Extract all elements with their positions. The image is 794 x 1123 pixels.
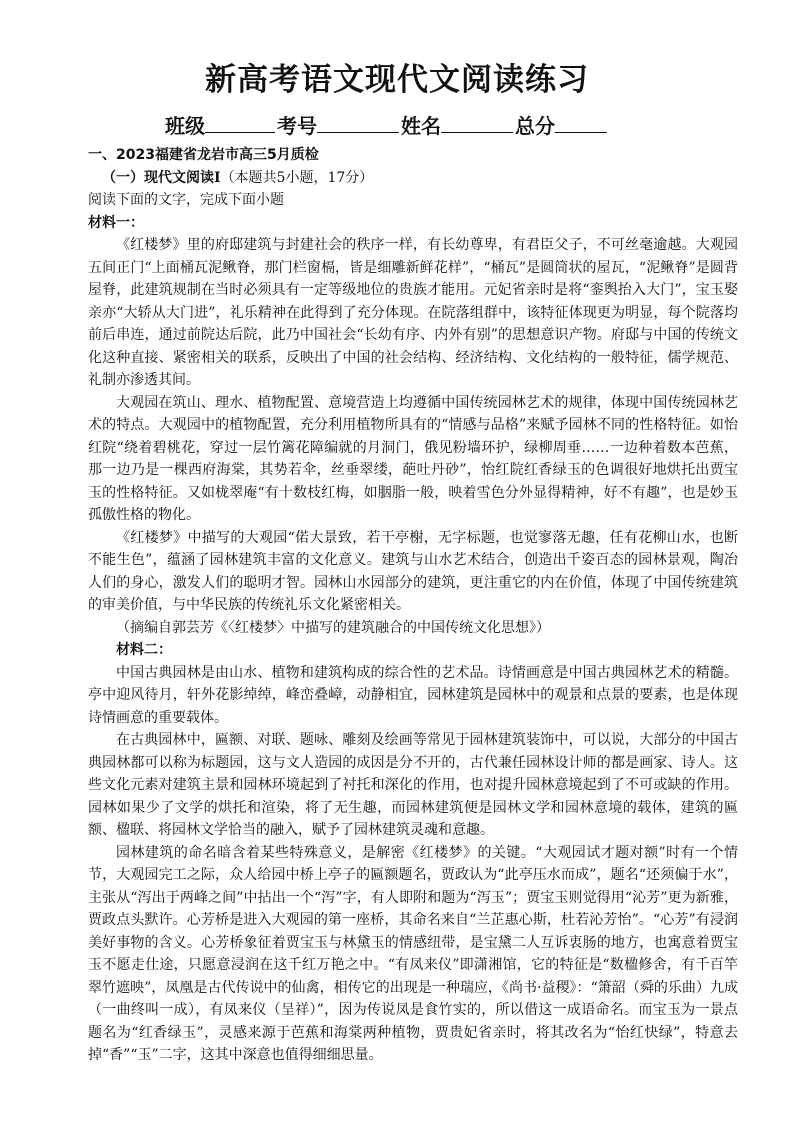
total-score-label: 总分 xyxy=(515,114,555,138)
total-score-blank[interactable] xyxy=(555,110,607,133)
sub-heading-note: （本题共5小题，17分） xyxy=(220,169,374,186)
material1-paragraph: 大观园在筑山、理水、植物配置、意境营造上均遵循中国传统园林艺术的规律，体现中国传统园林艺术的特点。大观园中的植物配置，充分利用植物所具有的“情感与品格”来赋予园林不同的性格特征。如怡红院“绕着碧桃花，穿过一层竹篱花障编就的月洞门，俄见粉墙环护，绿柳周垂……一边种着数本芭蕉，那一边乃是一棵西府海棠，其势若伞，丝垂翠缕，葩吐丹砂”，怡红院红香绿玉的色调很好地烘托出贾宝玉的性格特征。又如栊翠庵“有十数枝红梅，如胭脂一般，映着雪色分外显得精神，好不有趣”，也是妙玉孤傲性格的物化。 xyxy=(88,394,738,523)
material2-paragraph: 园林建筑的命名暗含着某些特殊意义，是解密《红楼梦》的关键。“大观园试才题对额”时有一个情节，大观园完工之际，众人给园中桥上亭子的匾额题名，贾政认为“此亭压水而成”，题名“还须偏于水”，主张从“泻出于两峰之间”中拈出一个“泻”字，有人即附和题为“泻玉”；贾宝玉则觉得用“沁芳”更为新雅，贾政点头默许。心芳桥是进入大观园的第一座桥，其命名来自“兰芷惠心斯，杜若沁芳怡”。“心芳”有浸润美好事物的含义。心芳桥象征着贾宝玉与林黛玉的情感纽带，是宝黛二人互诉衷肠的地方，也寓意着贾宝玉不愿走仕途，只愿意浸润在这千红万艳之中。“有凤来仪”即潇湘馆，它的特征是“数楹修舍，有千百竿翠竹遮映”，凤凰是古代传说中的仙禽，相传它的出现是一种瑞应，《尚书·益稷》：“箫韶（舜的乐曲）九成（一曲终叫一成），有凤来仪（呈祥）”，因为传说凤是食竹实的，所以借这一成语命名。而宝玉为一景点题名为“红香绿玉”，灵感来源于芭蕉和海棠两种植物，贾贵妃省亲时，将其改名为“怡红快绿”，特意去掉“香”“玉”二字，这其中深意也值得细细思量。 xyxy=(88,844,738,1063)
material2-label: 材料二： xyxy=(116,642,172,658)
sub-heading: （一）现代文阅读Ⅰ xyxy=(102,169,221,186)
material2-paragraph: 中国古典园林是由山水、植物和建筑构成的综合性的艺术品。诗情画意是中国古典园林艺术的精髓。亭中迎风待月，轩外花影绰绰，峰峦叠嶂，动静相宜，园林建筑是园林中的观景和点景的要素，也是体现诗情画意的重要载体。 xyxy=(88,664,738,726)
material1-label: 材料一： xyxy=(88,214,144,231)
reading-content xyxy=(88,144,738,1067)
class-blank[interactable] xyxy=(205,110,275,133)
exam-number-label: 考号 xyxy=(277,114,317,138)
source-note: （摘编自郭芸芳《〈红楼梦〉中描写的建筑融合的中国传统文化思想》） xyxy=(116,619,550,636)
sub-heading-line xyxy=(88,167,738,190)
name-blank[interactable] xyxy=(441,110,513,133)
material1-paragraph: 《红楼梦》中描写的大观园“偌大景致，若干亭榭，无字标题，也觉寥落无趣，任有花柳山水，也断不能生色”，蕴涵了园林建筑丰富的文化意义。建筑与山水艺术结合，创造出千姿百态的园林景观，陶冶人们的身心，激发人们的聪明才智。园林山水园部分的建筑，更注重它的内在价值，体现了中国传统建筑的审美价值，与中华民族的传统礼乐文化紧密相关。 xyxy=(88,529,738,613)
section-heading: 一、2023福建省龙岩市高三5月质检 xyxy=(88,147,319,163)
material1-paragraph: 《红楼梦》里的府邸建筑与封建社会的秩序一样，有长幼尊卑，有君臣父子，不可丝毫逾越。大观园五间正门“上面桶瓦泥鳅脊，那门栏窗槅，皆是细雕新鲜花样”，“桶瓦”是圆筒状的屋瓦，“泥鳅脊”是圆背屋脊，此建筑规制在当时必须具有一定等级地位的贵族才能用。元妃省亲时是将“銮舆抬入大门”，宝玉娶亲亦“大轿从大门进”，礼乐精神在此得到了充分体现。在院落组群中，该特征体现更为明显，每个院落均前后串连，通过前院达后院，此乃中国社会“长幼有序、内外有别”的思想意识产物。府邸与中国的传统文化这种直接、紧密相关的联系，反映出了中国的社会结构、经济结构、文化结构的一般特征，儒学规范、礼制亦渗透其间。 xyxy=(88,237,738,388)
student-info-line xyxy=(165,110,645,140)
material2-paragraph: 在古典园林中，匾额、对联、题咏、雕刻及绘画等常见于园林建筑装饰中，可以说，大部分的中国古典园林都可以称为标题园，这与文人造园的成因是分不开的，古代兼任园林设计师的都是画家、诗人。这些文化元素对建筑主景和园林环境起到了衬托和深化的作用，也对提升园林意境起到了不可或缺的作用。园林如果少了文学的烘托和渲染，将了无生趣，而园林建筑便是园林文学和园林意境的载体，建筑的匾额、楹联、将园林文学恰当的融入，赋予了园林建筑灵魂和意趣。 xyxy=(88,732,738,838)
exam-number-blank[interactable] xyxy=(317,110,399,133)
instruction: 阅读下面的文字，完成下面小题 xyxy=(88,192,284,208)
name-label: 姓名 xyxy=(401,114,441,138)
page-title: 新高考语文现代文阅读练习 xyxy=(205,62,589,98)
class-label: 班级 xyxy=(165,114,205,138)
